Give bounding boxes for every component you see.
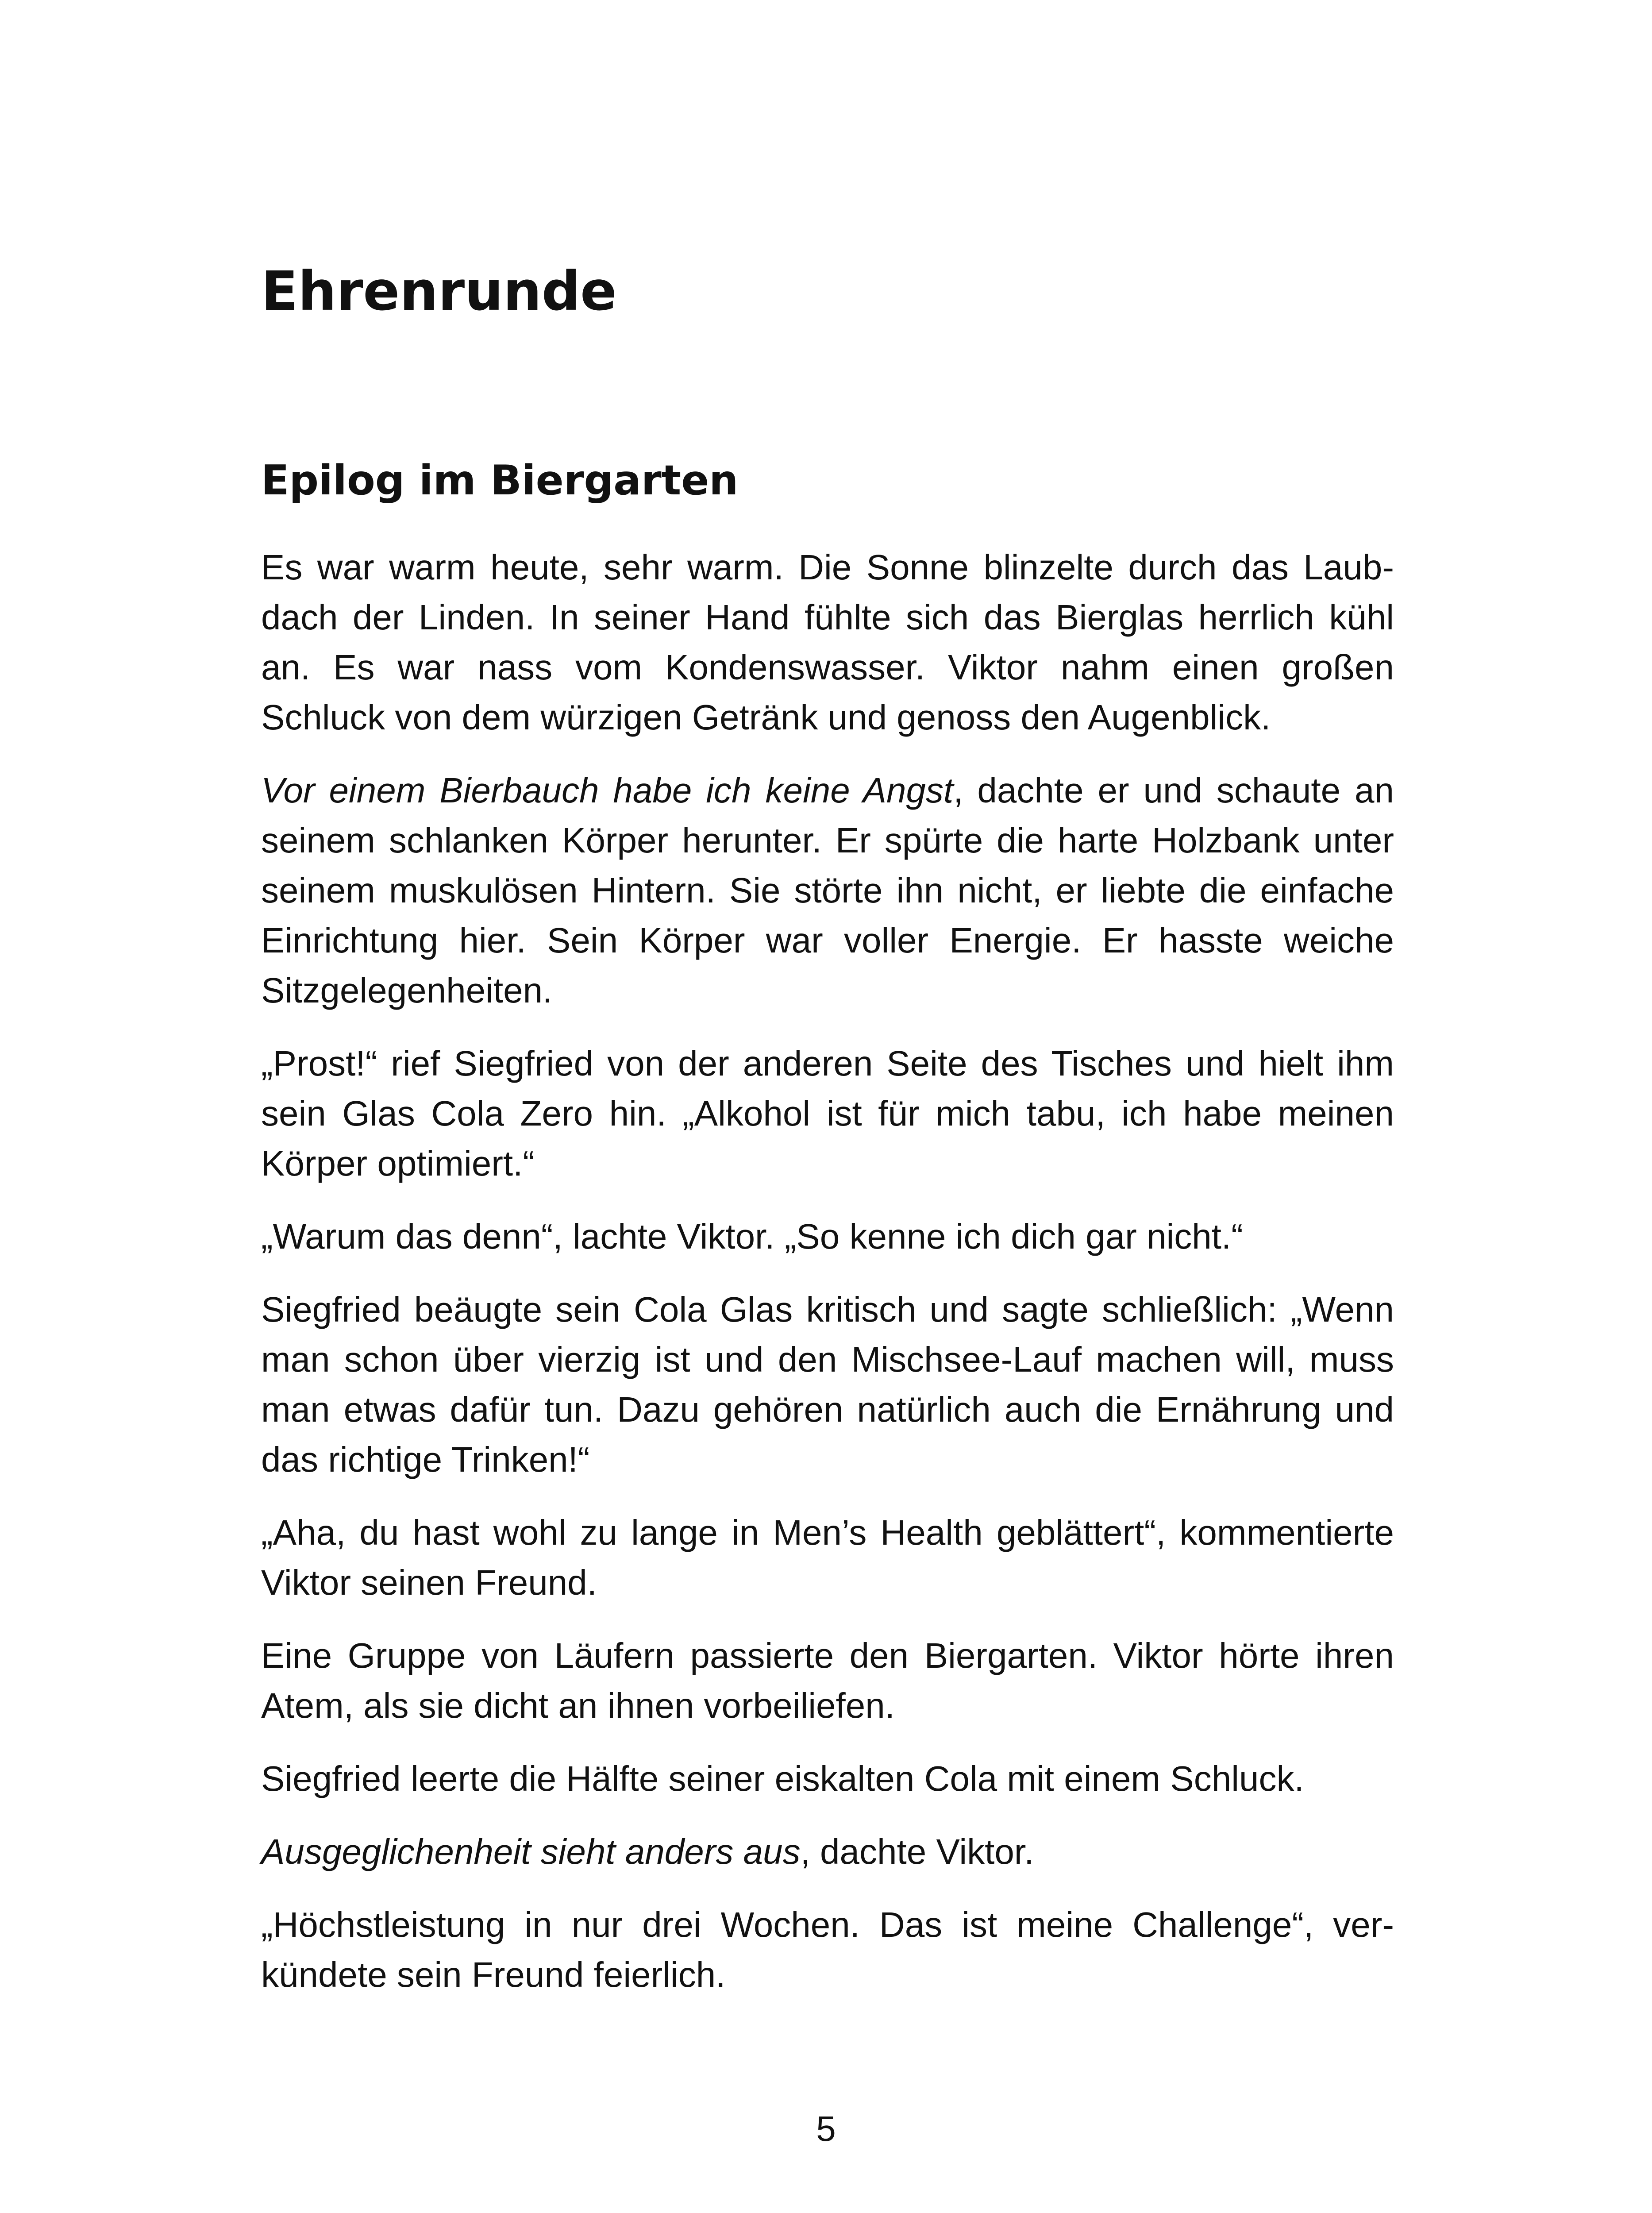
paragraph <box>261 1211 1394 1261</box>
paragraph <box>261 1038 1394 1188</box>
paragraph-text: Es war warm heute, sehr warm. Die Sonne blinzelte durch das Laubdach der Linden. In seiner Hand fühlte sich das Bierglas herrlich kühl an. Es war nass vom Kondenswasser. Viktor nahm einen großen Schluck von dem würzigen Getränk und genoss den Augenblick. <box>261 547 1394 737</box>
page-number: 5 <box>816 2109 836 2148</box>
paragraph-text: „Aha, du hast wohl zu lange in Men’s Health geblättert“, kommentierte Viktor seinen Freund. <box>261 1513 1394 1602</box>
paragraph <box>261 765 1394 1015</box>
paragraph-text: „Prost!“ rief Siegfried von der anderen Seite des Tisches und hielt ihm sein Glas Cola Zero hin. „Alkohol ist für mich tabu, ich habe meinen Körper optimiert.“ <box>261 1044 1394 1183</box>
paragraph <box>261 1507 1394 1608</box>
paragraph <box>261 1900 1394 2000</box>
paragraph-text: „Warum das denn“, lachte Viktor. „So kenne ich dich gar nicht.“ <box>261 1217 1243 1256</box>
paragraph-text: Eine Gruppe von Läufern passierte den Biergarten. Viktor hörte ihren Atem, als sie dicht an ihnen vorbeiliefen. <box>261 1636 1394 1725</box>
paragraph-italic-text: Ausgeglichenheit sieht anders aus <box>261 1832 801 1871</box>
paragraph-italic-text: Vor einem Bierbauch habe ich keine Angst <box>261 771 954 810</box>
chapter-title: Ehrenrunde <box>261 260 617 323</box>
body-text <box>261 542 1394 2023</box>
paragraph-text: „Höchstleistung in nur drei Wochen. Das ist meine Challenge“, verkündete sein Freund feierlich. <box>261 1905 1394 1994</box>
paragraph-text: Siegfried beäugte sein Cola Glas kritisch und sagte schließlich: „Wenn man schon über vierzig ist und den Mischsee-Lauf machen will, muss man etwas dafür tun. Dazu gehören natürlich auch die Ernährung und das richtige Trinken!“ <box>261 1290 1394 1479</box>
paragraph <box>261 1631 1394 1731</box>
paragraph-text: , dachte er und schaute an seinem schlanken Körper herunter. Er spürte die harte Holzbank unter seinem muskulösen Hintern. Sie störte ihn nicht, er liebte die einfache Einrichtung hier. Sein Körper war voller Energie. Er hasste weiche Sitzgelegenheiten. <box>261 771 1394 1010</box>
section-title: Epilog im Biergarten <box>261 456 739 504</box>
paragraph <box>261 1827 1394 1877</box>
paragraph <box>261 1754 1394 1804</box>
paragraph <box>261 1284 1394 1484</box>
paragraph <box>261 542 1394 742</box>
paragraph-text: Siegfried leerte die Hälfte seiner eiskalten Cola mit einem Schluck. <box>261 1759 1304 1798</box>
paragraph-text: , dachte Viktor. <box>800 1832 1034 1871</box>
